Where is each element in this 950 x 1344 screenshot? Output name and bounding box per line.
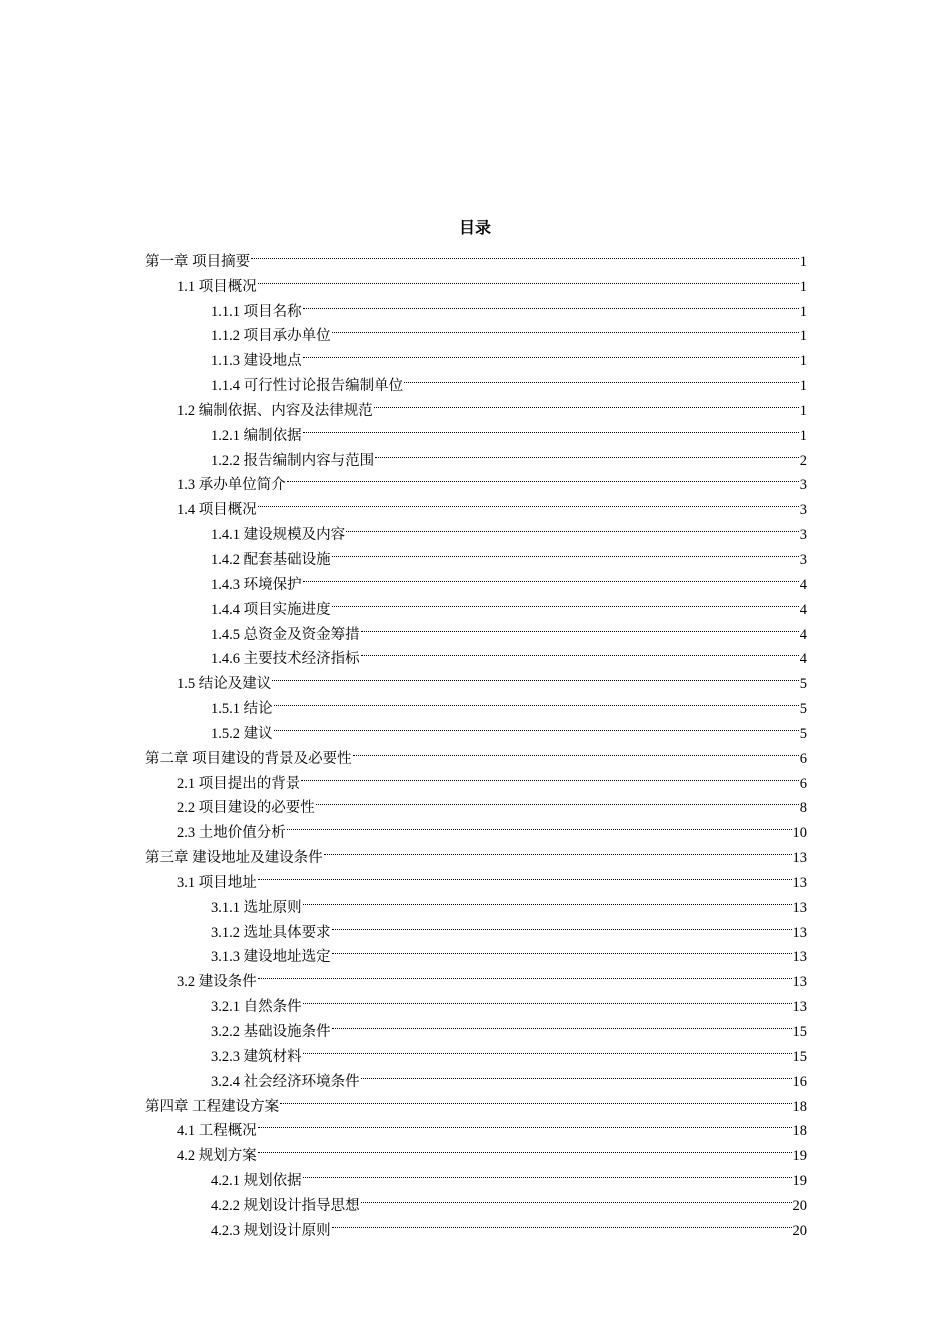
toc-entry-label: 1.4.6 主要技术经济指标	[211, 651, 360, 668]
toc-page-number: 20	[792, 1222, 807, 1239]
toc-page-number: 13	[792, 999, 807, 1016]
toc-title: 目录	[458, 218, 491, 237]
toc-entry-label: 3.2.4 社会经济环境条件	[211, 1073, 360, 1090]
toc-page-number: 4	[799, 601, 807, 618]
toc-dot-leader	[332, 539, 799, 564]
toc-page-number: 18	[792, 1098, 807, 1115]
toc-dot-leader	[274, 713, 799, 738]
toc-dot-leader	[303, 986, 792, 1011]
toc-dot-leader	[258, 1135, 792, 1160]
toc-page-number: 3	[799, 551, 807, 568]
toc-dot-leader	[404, 365, 799, 390]
toc-entry-label: 1.5.2 建议	[211, 725, 273, 742]
toc-page-number: 5	[799, 701, 807, 718]
toc-entry-label: 2.2 项目建设的必要性	[177, 800, 315, 817]
toc-page-number: 19	[792, 1173, 807, 1190]
toc-page-number: 4	[799, 576, 807, 593]
toc-page-number: 1	[799, 278, 807, 295]
toc-entry-label: 1.5.1 结论	[211, 701, 273, 718]
toc-page-number: 15	[792, 1024, 807, 1040]
toc-dot-leader	[316, 788, 799, 813]
toc-page-number: 18	[792, 1123, 807, 1140]
toc-entry[interactable]	[145, 241, 807, 270]
toc-entry-label: 1.1.3 建设地点	[211, 353, 302, 370]
toc-entry-label: 1.1.1 项目名称	[211, 303, 302, 320]
toc-entry-label: 1.2.2 报告编制内容与范围	[211, 452, 375, 469]
toc-entry-label: 3.2.3 建筑材料	[211, 1048, 302, 1065]
toc-dot-leader	[332, 937, 792, 962]
toc-entry-label: 3.1 项目地址	[177, 874, 257, 891]
toc-dot-leader	[346, 514, 799, 539]
toc-dot-leader	[303, 1160, 792, 1185]
toc-entry-label: 3.1.3 建设地址选定	[211, 949, 331, 966]
toc-page-number: 5	[799, 676, 807, 693]
toc-dot-leader	[361, 1061, 792, 1086]
toc-entry-label: 4.2.1 规划依据	[211, 1173, 302, 1190]
toc-dot-leader	[332, 589, 799, 614]
toc-page-number: 2	[799, 452, 807, 469]
toc-dot-leader	[332, 1011, 792, 1036]
toc-dot-leader	[324, 837, 792, 862]
toc-entry-label: 1.1.4 可行性讨论报告编制单位	[211, 378, 404, 395]
toc-page-number: 6	[799, 750, 807, 767]
toc-entry-label: 第三章 建设地址及建设条件	[145, 850, 323, 867]
toc-entry-label: 1.4.2 配套基础设施	[211, 551, 331, 568]
toc-page-number: 13	[792, 899, 807, 916]
toc-page-number: 20	[792, 1197, 807, 1214]
toc-dot-leader	[287, 812, 792, 837]
toc-entry-label: 1.2.1 编制依据	[211, 427, 302, 444]
toc-dot-leader	[374, 390, 799, 415]
toc-entry-label: 1.4.4 项目实施进度	[211, 601, 331, 618]
toc-page-number: 13	[792, 874, 807, 891]
toc-page-number: 1	[799, 427, 807, 444]
toc-page-number: 13	[792, 924, 807, 941]
toc-entry-label: 4.1 工程概况	[177, 1123, 257, 1140]
toc-entry-label: 2.3 土地价值分析	[177, 825, 286, 842]
toc-page-number: 1	[799, 378, 807, 395]
toc-dot-leader	[258, 961, 792, 986]
toc-page-number: 19	[792, 1148, 807, 1165]
toc-entry-label: 1.4.5 总资金及资金筹措	[211, 626, 360, 643]
toc-entry-label: 1.3 承办单位简介	[177, 477, 286, 494]
toc-page-number: 16	[792, 1073, 807, 1090]
toc-dot-leader	[258, 1111, 792, 1136]
toc-dot-leader	[251, 241, 799, 266]
toc-dot-leader	[287, 465, 799, 490]
toc-page-number: 3	[799, 477, 807, 494]
toc-page-number: 10	[792, 825, 807, 842]
toc-entry-label: 4.2.3 规划设计原则	[211, 1222, 331, 1239]
toc-entry-label: 3.2 建设条件	[177, 974, 257, 991]
toc-page-number: 1	[799, 353, 807, 370]
toc-entry-label: 1.4.3 环境保护	[211, 576, 302, 593]
toc-page-number: 13	[792, 974, 807, 991]
toc-entry-label: 1.4.1 建设规模及内容	[211, 527, 346, 544]
toc-entry-label: 1.1.2 项目承办单位	[211, 328, 331, 345]
toc-page-number: 4	[799, 651, 807, 668]
toc-dot-leader	[258, 266, 799, 291]
toc-dot-leader	[303, 887, 792, 912]
toc-dot-leader	[303, 291, 799, 316]
toc-entry-label: 3.2.2 基础设施条件	[211, 1024, 331, 1040]
toc-page-number: 1	[799, 253, 807, 270]
toc-entry-label: 3.2.1 自然条件	[211, 999, 302, 1016]
toc-dot-leader	[303, 340, 799, 365]
toc-dot-leader	[258, 489, 799, 514]
toc-dot-leader	[303, 1036, 792, 1061]
toc-page-number: 13	[792, 949, 807, 966]
toc-entry-label: 第二章 项目建设的背景及必要性	[145, 750, 352, 767]
toc-page-number: 1	[799, 402, 807, 419]
toc-entry-label: 2.1 项目提出的背景	[177, 775, 301, 792]
toc-page-number: 15	[792, 1048, 807, 1065]
toc-dot-leader	[272, 663, 799, 688]
toc-page-number: 3	[799, 527, 807, 544]
toc-page-number: 1	[799, 328, 807, 345]
toc-entry-label: 1.2 编制依据、内容及法律规范	[177, 402, 373, 419]
toc-entry-label: 1.5 结论及建议	[177, 676, 272, 693]
toc-entry-label: 1.4 项目概况	[177, 502, 257, 519]
toc-dot-leader	[375, 440, 799, 465]
toc-entry-label: 1.1 项目概况	[177, 278, 257, 295]
toc-dot-leader	[303, 564, 799, 589]
toc-page-number: 5	[799, 725, 807, 742]
toc-dot-leader	[301, 763, 799, 788]
toc-dot-leader	[280, 1086, 791, 1111]
toc-page-number: 1	[799, 303, 807, 320]
toc-dot-leader	[361, 614, 799, 639]
toc-dot-leader	[258, 862, 792, 887]
toc-entry-label: 第一章 项目摘要	[145, 253, 251, 270]
toc-entry-label: 4.2.2 规划设计指导思想	[211, 1197, 360, 1214]
toc-entry-label: 3.1.1 选址原则	[211, 899, 302, 916]
toc-entry-label: 第四章 工程建设方案	[145, 1098, 280, 1115]
toc-list	[145, 241, 807, 1239]
toc-page-number: 13	[792, 850, 807, 867]
toc-dot-leader	[332, 912, 792, 937]
toc-entry-label: 4.2 规划方案	[177, 1148, 257, 1165]
toc-dot-leader	[361, 1185, 792, 1210]
toc-page-number: 8	[799, 800, 807, 817]
toc-dot-leader	[361, 639, 799, 664]
toc-page-number: 6	[799, 775, 807, 792]
toc-dot-leader	[332, 316, 799, 341]
toc-page-number: 4	[799, 626, 807, 643]
toc-entry-label: 3.1.2 选址具体要求	[211, 924, 331, 941]
toc-dot-leader	[332, 1210, 792, 1235]
toc-dot-leader	[353, 738, 799, 763]
toc-page-number: 3	[799, 502, 807, 519]
toc-dot-leader	[303, 415, 799, 440]
toc-dot-leader	[274, 688, 799, 713]
